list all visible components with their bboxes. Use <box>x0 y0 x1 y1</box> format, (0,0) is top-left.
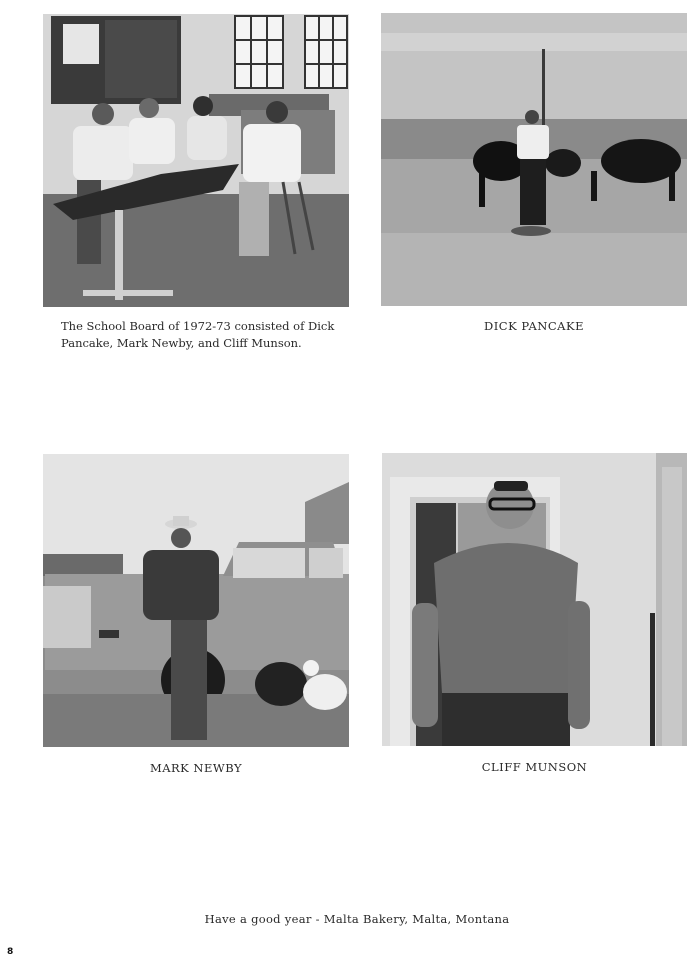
cliff-munson-photo <box>382 453 687 746</box>
school-board-photo <box>43 14 349 307</box>
cliff-munson-caption: CLIFF MUNSON <box>481 760 588 774</box>
page-number: 8 <box>7 947 14 957</box>
school-board-caption: The School Board of 1972-73 consisted of Dick Pancake, Mark Newby, and Cliff Munson. <box>61 319 335 350</box>
dick-pancake-caption: DICK PANCAKE <box>484 319 584 333</box>
dick-pancake-photo <box>381 13 687 306</box>
mark-newby-photo <box>43 454 349 747</box>
mark-newby-caption: MARK NEWBY <box>149 761 243 775</box>
advertisement-footer: Have a good year - Malta Bakery, Malta, Montana <box>204 912 510 926</box>
